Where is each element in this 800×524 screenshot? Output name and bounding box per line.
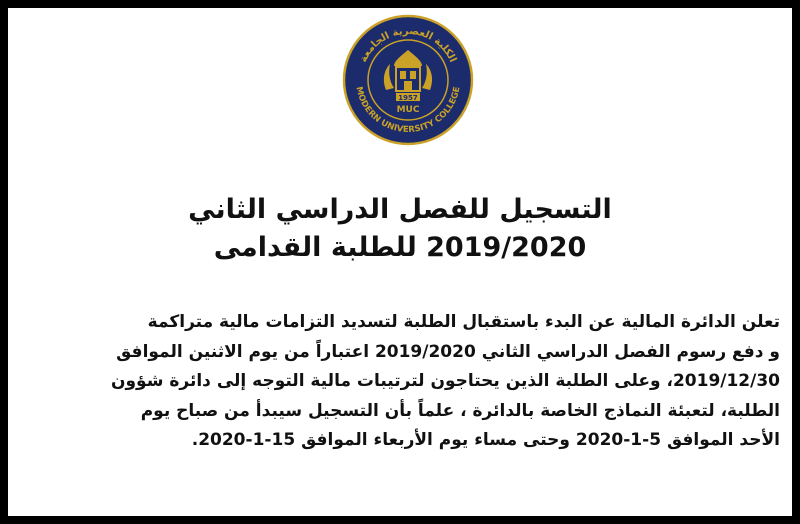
body-line: 2019/12/30، وعلى الطلبة الذين يحتاجون لترتيبات مالية التوجه إلى دائرة شؤون	[110, 371, 780, 391]
college-logo	[342, 14, 474, 146]
announcement-page	[8, 8, 792, 516]
logo-english-name: MODERN UNIVERSITY COLLEGE	[353, 85, 463, 136]
logo-arabic-name: الكلية العصرية الجامعة	[358, 25, 459, 65]
body-line: تعلن الدائرة المالية عن البدء باستقبال الطلبة لتسديد التزامات مالية متراكمة	[147, 312, 780, 332]
body-line: الطلبة، لتعبئة النماذج الخاصة بالدائرة ، علماً بأن التسجيل سيبدأ من صباح يوم	[140, 400, 780, 421]
title-line-1: التسجيل للفصل الدراسي الثاني	[188, 194, 612, 225]
title-line-2: 2019/2020 للطلبة القدامى	[213, 232, 587, 263]
logo-abbr: MUC	[396, 105, 420, 115]
body-line: الأحد الموافق 5-1-2020 وحتى مساء يوم الأربعاء الموافق 15-1-2020.	[191, 430, 780, 450]
announcement-body	[60, 308, 780, 456]
logo-year: 1957	[398, 94, 418, 102]
body-line: و دفع رسوم الفصل الدراسي الثاني 2019/2020 اعتباراً من يوم الاثنين الموافق	[116, 341, 780, 362]
